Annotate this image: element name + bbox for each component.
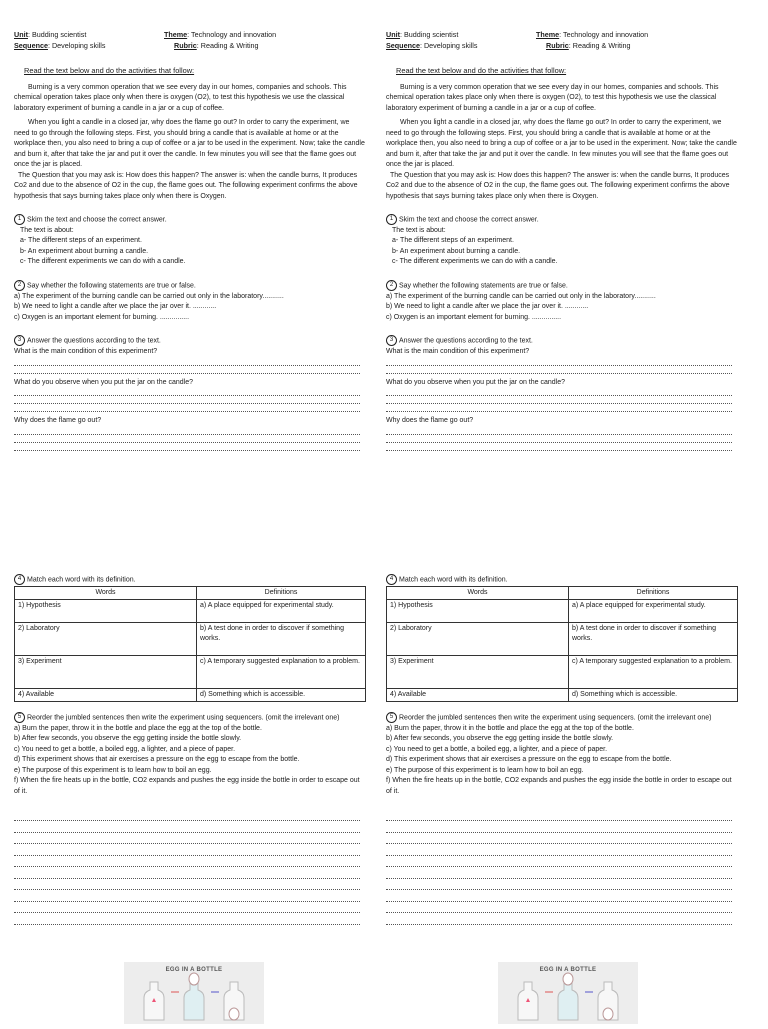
answer-line[interactable] [386, 894, 732, 902]
question-title: Skim the text and choose the correct answer. [27, 216, 167, 224]
col-defs-header: Definitions [197, 586, 366, 599]
theme-label: Theme [536, 30, 560, 39]
answer-line[interactable] [386, 813, 732, 821]
question-text: What is the main condition of this experiment? [14, 348, 158, 356]
answer-line[interactable] [386, 882, 732, 890]
question-4 [14, 574, 366, 702]
paragraph: When you light a candle in a closed jar, why does the flame go out? In order to carry the experiment, we need to go through the following steps. First, you should bring a candle that is available at home or at the workplace then, you also need to bring a cup of coffee or a jar to be used in the experiment. Now; take the candle and burn it, after that take the jar and put it over the candle. In few minutes you will see that the flame goes out once the jar is placed. [14, 119, 365, 168]
question-text: Why does the flame go out? [386, 417, 474, 425]
answer-line[interactable] [386, 427, 732, 435]
question-4 [386, 574, 738, 702]
word-cell[interactable]: 3) Experiment [15, 655, 197, 688]
answer-line[interactable] [14, 825, 360, 833]
jumbled-sentence: c) You need to get a bottle, a boiled egg, a lighter, and a piece of paper. [14, 745, 236, 753]
jumbled-sentence: e) The purpose of this experiment is to learn how to boil an egg. [386, 766, 584, 774]
sequence-label: Sequence [14, 40, 48, 50]
question-number: 5 [14, 712, 25, 723]
jumbled-sentence: e) The purpose of this experiment is to learn how to boil an egg. [14, 766, 212, 774]
question-1 [14, 214, 366, 268]
answer-line[interactable] [14, 859, 360, 867]
answer-line[interactable] [14, 435, 360, 443]
question-text: Why does the flame go out? [14, 417, 102, 425]
question-number: 3 [14, 335, 25, 346]
col-defs-header: Definitions [569, 586, 738, 599]
question-5 [14, 712, 366, 925]
jumbled-sentence: f) When the fire heats up in the bottle, CO2 expands and pushes the egg inside the bottle in order to escape out of it. [386, 777, 732, 795]
answer-line[interactable] [386, 825, 732, 833]
rubric-value: : Reading & Writing [196, 40, 259, 50]
paragraph: Burning is a very common operation that we see every day in our homes, companies and schools. This chemical operation takes place only when there is oxygen (O2), to test this hypothesis we use the classical laboratory experiment of burning a candle in a jar or a cup of coffee. [14, 83, 347, 112]
question-5 [386, 712, 738, 925]
question-number: 3 [386, 335, 397, 346]
def-cell[interactable]: b) A test done in order to discover if something works. [197, 622, 366, 655]
statement[interactable]: a) The experiment of the burning candle can be carried out only in the laboratory........... [14, 292, 284, 300]
answer-line[interactable] [14, 388, 360, 396]
answer-line[interactable] [386, 396, 732, 404]
option-c[interactable]: c- The different experiments we can do with a candle. [20, 258, 186, 266]
sequence-value: : Developing skills [47, 40, 106, 50]
question-3 [14, 335, 366, 450]
question-number: 2 [14, 280, 25, 291]
question-stem: The text is about: [392, 226, 446, 234]
statement[interactable]: c) Oxygen is an important element for burning. ............... [14, 313, 190, 321]
answer-line[interactable] [14, 443, 360, 451]
figure-title: EGG IN A BOTTLE [165, 967, 223, 973]
answer-line[interactable] [14, 427, 360, 435]
question-title: Reorder the jumbled sentences then write the experiment using sequencers. (omit the irrelevant one) [399, 714, 712, 722]
unit-value: : Budding scientist [399, 30, 459, 39]
answer-line[interactable] [386, 905, 732, 913]
answer-line[interactable] [14, 358, 360, 366]
statement[interactable]: a) The experiment of the burning candle can be carried out only in the laboratory........... [386, 292, 656, 300]
reading-instruction: Read the text below and do the activities that follow: [24, 66, 195, 75]
question-title: Say whether the following statements are true or false. [399, 282, 568, 290]
rubric-value: : Reading & Writing [568, 40, 631, 50]
paragraph: When you light a candle in a closed jar, why does the flame go out? In order to carry the experiment, we need to go through the following steps. First, you should bring a candle that is available at home or at the workplace then, you also need to bring a cup of coffee or a jar to be used in the experiment. Now; take the candle and burn it, after that take the jar and put it over the candle. In few minutes you will see that the flame goes out once the jar is placed. [386, 119, 737, 168]
question-text: What do you observe when you put the jar on the candle? [14, 378, 194, 386]
theme-value: : Technology and innovation [187, 30, 277, 39]
word-cell[interactable]: 1) Hypothesis [15, 599, 197, 622]
option-c[interactable]: c- The different experiments we can do with a candle. [392, 258, 558, 266]
question-title: Reorder the jumbled sentences then write the experiment using sequencers. (omit the irrelevant one) [27, 714, 340, 722]
answer-line[interactable] [386, 836, 732, 844]
rubric-label: Rubric [174, 40, 197, 50]
paragraph: The Question that you may ask is: How does this happen? The answer is: when the candle burns, It produces Co2 and due to the absence of O2 in the cup, the flame goes out. The following experiment confirms the above hypothesis that says burning takes place only when there is Oxygen. [386, 171, 730, 200]
matching-table [386, 586, 738, 702]
question-number: 4 [386, 574, 397, 585]
question-number: 1 [386, 214, 397, 225]
worksheet-header [14, 30, 366, 52]
answer-line[interactable] [386, 848, 732, 856]
word-cell[interactable]: 3) Experiment [387, 655, 569, 688]
unit-label: Unit [386, 30, 400, 39]
option-b[interactable]: b- An experiment about burning a candle. [20, 247, 149, 255]
col-words-header: Words [387, 586, 569, 599]
sequence-label: Sequence [386, 40, 420, 50]
question-title: Match each word with its definition. [27, 576, 136, 584]
def-cell[interactable]: c) A temporary suggested explanation to a problem. [569, 655, 738, 688]
def-cell[interactable]: d) Something which is accessible. [197, 688, 366, 701]
word-cell[interactable]: 4) Available [387, 688, 569, 701]
word-cell[interactable]: 1) Hypothesis [387, 599, 569, 622]
matching-table [14, 586, 366, 702]
sequence-value: : Developing skills [419, 40, 478, 50]
answer-line[interactable] [386, 859, 732, 867]
question-title: Answer the questions according to the text. [399, 337, 533, 345]
egg-in-bottle-illustration [124, 962, 264, 1024]
answer-line[interactable] [14, 894, 360, 902]
question-title: Skim the text and choose the correct answer. [399, 216, 539, 224]
question-4-5-left [14, 574, 366, 925]
question-2 [386, 280, 738, 323]
def-cell[interactable]: c) A temporary suggested explanation to a problem. [197, 655, 366, 688]
paragraph: The Question that you may ask is: How does this happen? The answer is: when the candle burns, It produces Co2 and due to the absence of O2 in the cup, the flame goes out. The following experiment confirms the above hypothesis that says burning takes place only when there is Oxygen. [14, 171, 358, 200]
rubric-label: Rubric [546, 40, 569, 50]
jumbled-sentence: a) Burn the paper, throw it in the bottle and place the egg at the top of the bottle. [386, 724, 634, 732]
question-2 [14, 280, 366, 323]
worksheet-header [386, 30, 738, 52]
statement[interactable]: b) We need to light a candle after we place the jar over it. ............ [14, 303, 217, 311]
worksheet-left [14, 30, 366, 451]
jumbled-sentence: c) You need to get a bottle, a boiled egg, a lighter, and a piece of paper. [386, 745, 608, 753]
word-cell[interactable]: 2) Laboratory [15, 622, 197, 655]
figure-title: EGG IN A BOTTLE [539, 967, 597, 973]
question-number: 4 [14, 574, 25, 585]
theme-label: Theme [164, 30, 188, 39]
answer-line[interactable] [386, 917, 732, 925]
jumbled-sentence: a) Burn the paper, throw it in the bottle and place the egg at the top of the bottle. [14, 724, 262, 732]
reading-instruction: Read the text below and do the activities that follow: [396, 66, 567, 75]
answer-line[interactable] [386, 871, 732, 879]
answer-line[interactable] [14, 905, 360, 913]
def-cell[interactable]: d) Something which is accessible. [569, 688, 738, 701]
question-stem: The text is about: [20, 226, 74, 234]
def-cell[interactable]: a) A place equipped for experimental study. [197, 599, 366, 622]
answer-line[interactable] [386, 443, 732, 451]
col-words-header: Words [15, 586, 197, 599]
question-title: Match each word with its definition. [399, 576, 508, 584]
def-cell[interactable]: b) A test done in order to discover if something works. [569, 622, 738, 655]
answer-line[interactable] [386, 358, 732, 366]
question-text: What is the main condition of this experiment? [386, 348, 530, 356]
worksheet-right [386, 30, 738, 451]
question-number: 5 [386, 712, 397, 723]
answer-line[interactable] [14, 813, 360, 821]
unit-label: Unit [14, 30, 28, 39]
statement[interactable]: b) We need to light a candle after we place the jar over it. ............ [386, 303, 589, 311]
question-title: Say whether the following statements are true or false. [27, 282, 196, 290]
answer-line[interactable] [14, 404, 360, 412]
question-number: 1 [14, 214, 25, 225]
answer-line[interactable] [386, 388, 732, 396]
question-1 [386, 214, 738, 268]
answer-line[interactable] [14, 836, 360, 844]
answer-line[interactable] [386, 435, 732, 443]
paragraph: Burning is a very common operation that we see every day in our homes, companies and schools. This chemical operation takes place only when there is oxygen (O2), to test this hypothesis we use the classical laboratory experiment of burning a candle in a jar or a cup of coffee. [386, 83, 719, 112]
jumbled-sentence: d) This experiment shows that air exercises a pressure on the egg to escape from the bottle. [14, 756, 300, 764]
question-number: 2 [386, 280, 397, 291]
answer-line[interactable] [386, 366, 732, 374]
egg-in-bottle-illustration [498, 962, 638, 1024]
question-text: What do you observe when you put the jar on the candle? [386, 378, 566, 386]
answer-line[interactable] [14, 396, 360, 404]
jumbled-sentence: b) After few seconds, you observe the egg getting inside the bottle slowly. [386, 735, 614, 743]
question-4-5-right [386, 574, 738, 925]
answer-line[interactable] [14, 917, 360, 925]
word-cell[interactable]: 2) Laboratory [387, 622, 569, 655]
theme-value: : Technology and innovation [559, 30, 649, 39]
answer-line[interactable] [14, 848, 360, 856]
option-a[interactable]: a- The different steps of an experiment. [20, 237, 142, 245]
question-title: Answer the questions according to the text. [27, 337, 161, 345]
unit-value: : Budding scientist [27, 30, 87, 39]
jumbled-sentence: d) This experiment shows that air exercises a pressure on the egg to escape from the bottle. [386, 756, 672, 764]
statement[interactable]: c) Oxygen is an important element for burning. ............... [386, 313, 562, 321]
jumbled-sentence: f) When the fire heats up in the bottle, CO2 expands and pushes the egg inside the bottle in order to escape out of it. [14, 777, 360, 795]
question-3 [386, 335, 738, 450]
answer-line[interactable] [14, 871, 360, 879]
answer-line[interactable] [14, 366, 360, 374]
word-cell[interactable]: 4) Available [15, 688, 197, 701]
option-a[interactable]: a- The different steps of an experiment. [392, 237, 514, 245]
def-cell[interactable]: a) A place equipped for experimental study. [569, 599, 738, 622]
jumbled-sentence: b) After few seconds, you observe the egg getting inside the bottle slowly. [14, 735, 242, 743]
answer-line[interactable] [386, 404, 732, 412]
answer-line[interactable] [14, 882, 360, 890]
option-b[interactable]: b- An experiment about burning a candle. [392, 247, 521, 255]
